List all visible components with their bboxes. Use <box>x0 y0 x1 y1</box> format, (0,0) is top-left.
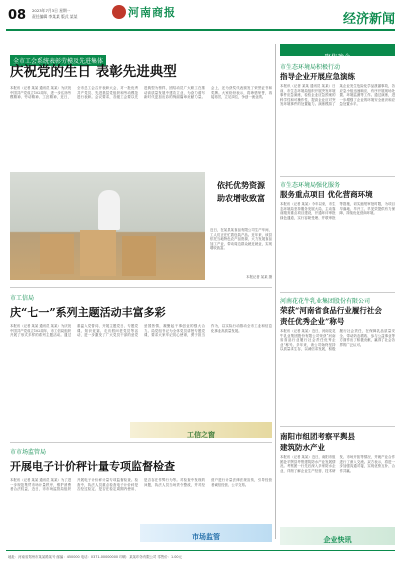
bottom-top-rule <box>10 442 272 443</box>
box-1 <box>40 234 74 274</box>
a4-title: 南阳市组团考察平舆县 <box>280 432 355 441</box>
a4-title-2: 建筑防水产业 <box>280 443 325 452</box>
a3-rule <box>280 292 395 293</box>
a4-rule <box>280 426 395 427</box>
a1-source: 市生态环境局积极行动 <box>280 64 341 71</box>
page-number: 08 <box>8 8 27 23</box>
a1-title: 指导企业开展应急演练 <box>280 72 355 81</box>
mid-kicker: 市工信局 <box>10 295 35 302</box>
masthead <box>0 0 401 42</box>
a3-body: 本报讯（记者 某某）近日，河南花花牛乳业集团股份有限公司荣获“河南省食品行业履行社会责任优秀企业”称号。多年来，该公司始终坚持以质量求生存，以诚信求发展，积极履行社会责任，在保障乳品质量安全、带动奶农增收、参与公益事业等方面作出了积极贡献，赢得了社会各界的广泛认可。 <box>280 329 395 352</box>
a2-body: 本报讯（记者 某某）今年以来，市生态环境局坚持服务发展大局，主动靠前服务重点项目建设，开通环评审批绿色通道，实行容缺受理、并联审批等措施，切实缩短审批时限，为项目早落地、早开工、早见效提供有力保障，持续优化营商环境。 <box>280 202 395 220</box>
photo-caption-text: 近日，在某县某食品有限公司生产车间，工人们正在忙着包装产品。近年来，该县依托当地特色农产品资源，大力发展食品加工产业，带动周边群众就近就业，实现增收致富。 <box>210 228 272 251</box>
bottom-kicker: 市市场监管局 <box>10 449 47 456</box>
a2-rule <box>280 176 395 177</box>
a3-source: 河南花花牛乳业集团股份有限公司 <box>280 298 371 305</box>
lead-body: 本报讯（记者 某某 通讯员 某某）为庆祝中国共产党成立102周年，进一步弘扬劳模精神、劳动精神、工匠精神，近日，全市总工会召开表彰大会，对一批优秀共产党员、先进基层党组织和劳动模范进行表彰。会议要求，各级工会要以先进典型为榜样，团结动员广大职工在推动高质量发展中建功立业，为奋力谱写新时代更加出彩的绚丽篇章贡献力量。会上，还为获奖代表颁发了荣誉证书和奖牌。大家纷纷表示，将珍惜荣誉，再接再厉，立足岗位，争创一流业绩。 <box>10 86 272 100</box>
photo-caption-title-2: 助农增收致富 <box>217 193 265 203</box>
lead-title: 庆祝党的生日 表彰先进典型 <box>10 64 177 80</box>
footer-line: 地址：河南省郑州市某某路某号 邮编：450000 电话：0371-00000000 印刷：某某印务有限公司 零售价：1.00元 <box>8 555 182 559</box>
bottom-title: 开展电子计价秤计量专项监督检查 <box>10 460 175 473</box>
column-footer-banner-text: 企业快讯 <box>323 535 352 544</box>
lead-kicker-text: 全市工会系统表彰劳模及先进集体 <box>10 55 106 66</box>
a3-title-2: 责任优秀企业”称号 <box>280 317 345 326</box>
section-title: 经济新闻 <box>342 12 395 27</box>
column-footer-banner <box>280 527 395 545</box>
bottom-banner <box>140 524 272 542</box>
mid-top-rule <box>10 287 272 288</box>
column-divider <box>275 44 276 539</box>
bottom-banner-text: 市场监管 <box>192 532 220 541</box>
editor-line: 责任编辑 李某某 版式 某某 <box>32 14 78 19</box>
footer-rule <box>6 550 395 551</box>
date-line: 2023年7月3日 星期一 <box>32 8 71 13</box>
mid-banner-text: 工信之窗 <box>187 430 215 439</box>
photo-caption-title <box>210 180 272 204</box>
mid-title: 庆“七一”系列主题活动丰富多彩 <box>10 306 166 319</box>
header-rule <box>6 29 395 31</box>
bottom-body: 本报讯（记者 某某 通讯员 某某）为了进一步规范集贸市场计量秩序，维护消费者合法权益，近日，市市场监管局组织开展电子计价秤计量专项监督检查。检查中，执法人员重点检查电子计价秤是否经过检定、是否在检定周期内使用、是否存在作弊行为等。对检查中发现的问题，执法人员当场责令整改，并对经营户进行计量法律法规宣传，引导经营者诚信经营、公平交易。 <box>10 478 272 492</box>
a1-body: 本报讯（记者 某某 通讯员 某某）日前，市生态环境局组织开展突发环境事件应急演练，检验企业应急预案的科学性和可操作性，提高企业应对突发环境事件的处置能力。演练模拟了某企业发生危险化学品泄漏事故，各应急小组迅速响应，有序开展现场处置、环境监测等工作。通过演练，进一步增强了企业的环境安全意识和应急处置水平。 <box>280 84 395 107</box>
column-banner <box>280 44 395 61</box>
column-banner-text: 聚焦豫企 <box>324 53 351 61</box>
paper-logo <box>112 4 176 20</box>
box-2 <box>80 230 116 276</box>
photo-caption-title-1: 依托优势资源 <box>217 180 265 190</box>
a3-title: 荣获“河南省食品行业履行社会 <box>280 306 382 315</box>
a4-body: 本报讯（记者 某某）近日，南阳市组团赴平舆县考察建筑防水产业发展情况。考察团一行先后深入多家防水企业，详细了解企业生产经营、技术研发、市场开拓等情况，并就产业合作进行了深入交流。双方表示，将进一步加强沟通对接，实现优势互补、合作共赢。 <box>280 455 395 473</box>
box-3 <box>122 236 156 276</box>
worker-figure <box>98 190 120 230</box>
photo-credit: 本报记者 某某 摄 <box>246 275 272 279</box>
mid-body: 本报讯（记者 某某 通讯员 某某）为庆祝中国共产党成立102周年，市工信局组织开展了形式多样的系列主题活动。通过重温入党誓词、开展主题党日、专题党课、知识竞赛、走访慰问老党员等活动，进一步激发了广大党员干部的爱党爱国热情，凝聚起干事创业的强大合力。局党组书记为全体党员讲授专题党课，要求大家牢记初心使命，勇于担当作为，以实际行动推动全市工业和信息化事业高质量发展。 <box>10 324 272 338</box>
mid-banner <box>130 422 272 438</box>
a2-source: 市生态环境局强化服务 <box>280 182 341 189</box>
lead-photo <box>10 172 205 280</box>
a2-title: 服务重点项目 优化营商环境 <box>280 190 373 199</box>
paper-name: 河南商报 <box>128 6 176 19</box>
paper-seal-icon <box>112 5 126 19</box>
